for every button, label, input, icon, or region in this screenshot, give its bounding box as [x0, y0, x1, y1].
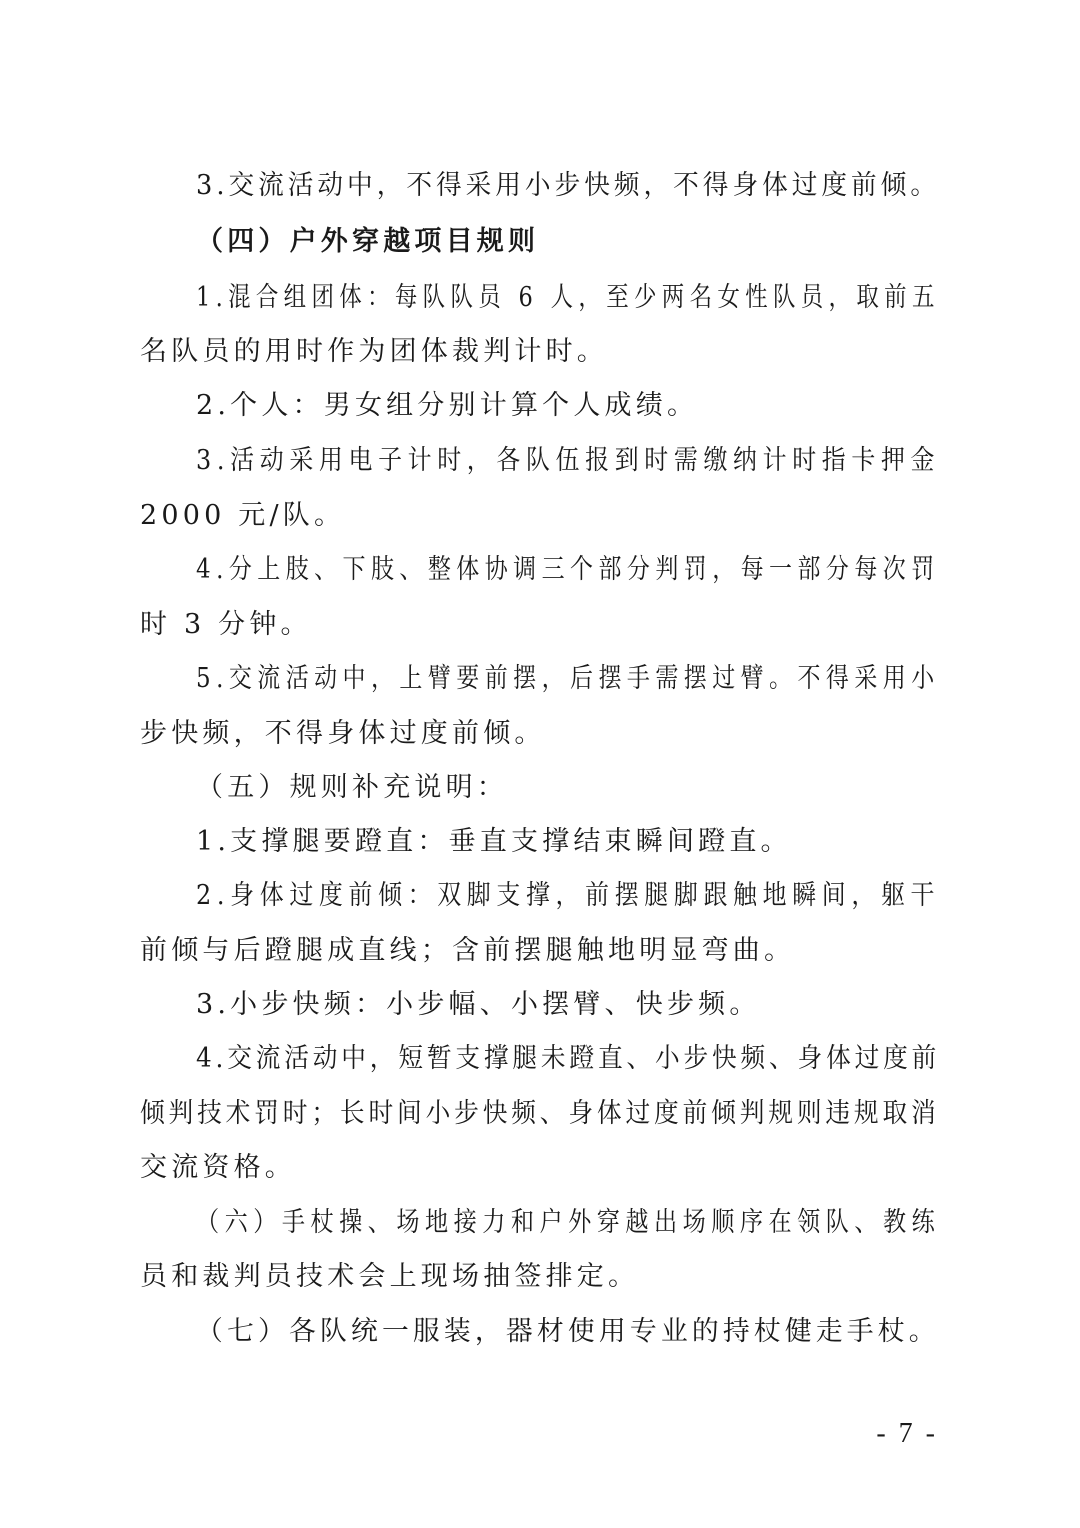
text-line: 员和裁判员技术会上现场抽签排定。 [140, 1261, 640, 1292]
page-number: - 7 - [876, 1418, 938, 1449]
text-line: 5.交流活动中，上臂要前摆，后摆手需摆过臂。不得采用小 [196, 663, 940, 694]
text-line: 交流资格。 [140, 1152, 296, 1183]
text-line: 2.身体过度前倾：双脚支撑，前摆腿脚跟触地瞬间，躯干 [196, 880, 941, 911]
text-line: 名队员的用时作为团体裁判计时。 [140, 336, 608, 367]
text-line: 步快频，不得身体过度前倾。 [140, 718, 546, 749]
text-line: 4.交流活动中，短暂支撑腿未蹬直、小步快频、身体过度前 [196, 1043, 941, 1074]
text-line: 2.个人：男女组分别计算个人成绩。 [196, 390, 699, 421]
text-line: 3.交流活动中，不得采用小步快频，不得身体过度前倾。 [196, 170, 940, 201]
text-line: （六）手杖操、场地接力和户外穿越出场顺序在领队、教练 [196, 1207, 941, 1238]
text-line: 1.混合组团体：每队队员 6 人，至少两名女性队员，取前五 [196, 282, 940, 313]
section-heading: （四）户外穿越项目规则 [196, 226, 540, 257]
text-line: （七）各队统一服装，器材使用专业的持杖健走手杖。 [196, 1316, 940, 1347]
text-line: 倾判技术罚时；长时间小步快频、身体过度前倾判规则违规取消 [140, 1098, 940, 1129]
text-line: 3.活动采用电子计时，各队伍报到时需缴纳计时指卡押金 [196, 445, 941, 476]
text-line: 前倾与后蹬腿成直线；含前摆腿触地明显弯曲。 [140, 935, 796, 966]
section-heading: （五）规则补充说明： [196, 772, 508, 803]
text-line: 2000 元/队。 [140, 500, 346, 531]
text-line: 4.分上肢、下肢、整体协调三个部分判罚，每一部分每次罚 [196, 554, 940, 585]
text-line: 1.支撑腿要蹬直：垂直支撑结束瞬间蹬直。 [196, 826, 792, 857]
text-line: 时 3 分钟。 [140, 609, 312, 640]
text-line: 3.小步快频：小步幅、小摆臂、快步频。 [196, 989, 761, 1020]
